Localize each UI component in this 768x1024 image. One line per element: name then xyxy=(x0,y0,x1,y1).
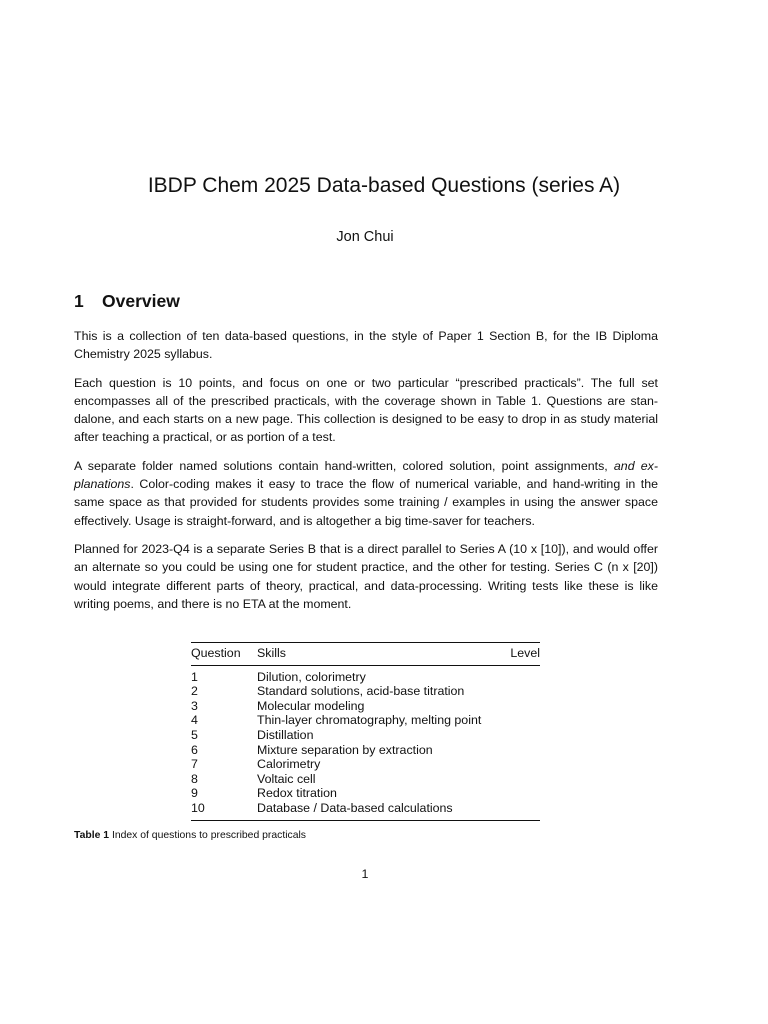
cell-level xyxy=(507,728,540,743)
paragraph-text: Each question is 10 points, and focus on one or two particular “prescribed practicals”. The full set encompasses all of the prescribed practicals, with the coverage shown in Table 1. Questions are stan-dalone, and each starts on a new page. This collection is designed to be easy to drop in as study material after teaching a practical, or as portion of a test. xyxy=(74,375,658,445)
column-header-question: Question xyxy=(191,646,241,660)
cell-level xyxy=(507,786,540,801)
table-caption-label: Table 1 xyxy=(74,830,110,841)
cell-level xyxy=(507,743,540,758)
cell-question: 2 xyxy=(191,684,198,699)
table-row xyxy=(191,665,540,684)
cell-skills: Thin-layer chromatography, melting point xyxy=(257,713,482,728)
cell-question: 6 xyxy=(191,742,198,757)
cell-level xyxy=(507,665,540,684)
cell-question: 9 xyxy=(191,786,198,801)
paragraph-text: This is a collection of ten data-based questions, in the style of Paper 1 Section B, for the IB Diploma Chemistry 2025 syllabus. xyxy=(74,329,658,362)
emphasized-text: and ex-planations xyxy=(74,459,658,492)
section-heading xyxy=(74,290,180,312)
table-row xyxy=(191,772,540,787)
cell-question: 10 xyxy=(191,800,205,815)
paragraph-text: A separate folder named solutions contain hand-written, colored solution, point assignments, xyxy=(74,459,614,473)
cell-level xyxy=(507,801,540,820)
cell-level xyxy=(507,684,540,699)
cell-skills: Standard solutions, acid-base titration xyxy=(257,684,465,699)
cell-skills: Redox titration xyxy=(257,786,337,801)
table-caption xyxy=(74,829,306,843)
author-name: Jon Chui xyxy=(336,229,394,245)
section-number: 1 xyxy=(74,291,84,311)
table-caption-text: Index of questions to prescribed practicals xyxy=(111,830,307,841)
cell-question: 4 xyxy=(191,713,198,728)
cell-question: 7 xyxy=(191,757,198,772)
cell-level xyxy=(507,757,540,772)
cell-skills: Database / Data-based calculations xyxy=(257,800,453,815)
questions-table xyxy=(191,642,540,821)
cell-skills: Dilution, colorimetry xyxy=(257,669,366,684)
table-row xyxy=(191,743,540,758)
table-header-row xyxy=(191,643,540,666)
questions-table-container xyxy=(191,642,540,821)
column-header-skills: Skills xyxy=(257,646,286,660)
paragraph xyxy=(74,327,658,363)
paragraph xyxy=(74,374,658,447)
table-row xyxy=(191,728,540,743)
cell-skills: Calorimetry xyxy=(257,757,321,772)
cell-skills: Mixture separation by extraction xyxy=(257,742,433,757)
section-body xyxy=(74,327,658,623)
page-number: 1 xyxy=(361,867,369,881)
table-row xyxy=(191,684,540,699)
cell-question: 5 xyxy=(191,727,198,742)
cell-skills: Voltaic cell xyxy=(257,771,316,786)
table-row xyxy=(191,699,540,714)
document-title: IBDP Chem 2025 Data-based Questions (series A) xyxy=(147,174,621,197)
table-header xyxy=(191,643,540,666)
cell-level xyxy=(507,772,540,787)
paragraph-text: Planned for 2023-Q4 is a separate Series B that is a direct parallel to Series A (10 x [10]), and would offer an alternate so you could be using one for student practice, and the other for testing. Series C (n x [20]) would integrate different parts of theory, practical, and data-processing. Writing tests like these is like writing poems, and there is no ETA at the moment. xyxy=(74,542,658,611)
table-body xyxy=(191,665,540,820)
cell-question: 3 xyxy=(191,698,198,713)
paragraph xyxy=(74,457,658,530)
section-title: Overview xyxy=(102,291,180,311)
paragraph-text: . Color-coding makes it easy to trace the flow of numerical variable, and hand-writing in the same space as that provided for students provides some training / examples in using the answer space effectively. Usage is straight-forward, and is altogether a big time-saver for teachers. xyxy=(74,477,658,528)
cell-question: 1 xyxy=(191,669,198,684)
cell-skills: Molecular modeling xyxy=(257,698,365,713)
cell-skills: Distillation xyxy=(257,727,314,742)
paragraph xyxy=(74,540,658,613)
table-row xyxy=(191,757,540,772)
table-row xyxy=(191,713,540,728)
cell-level xyxy=(507,699,540,714)
cell-question: 8 xyxy=(191,771,198,786)
cell-level xyxy=(507,713,540,728)
column-header-level: Level xyxy=(510,646,540,660)
table-row xyxy=(191,786,540,801)
table-row xyxy=(191,801,540,820)
